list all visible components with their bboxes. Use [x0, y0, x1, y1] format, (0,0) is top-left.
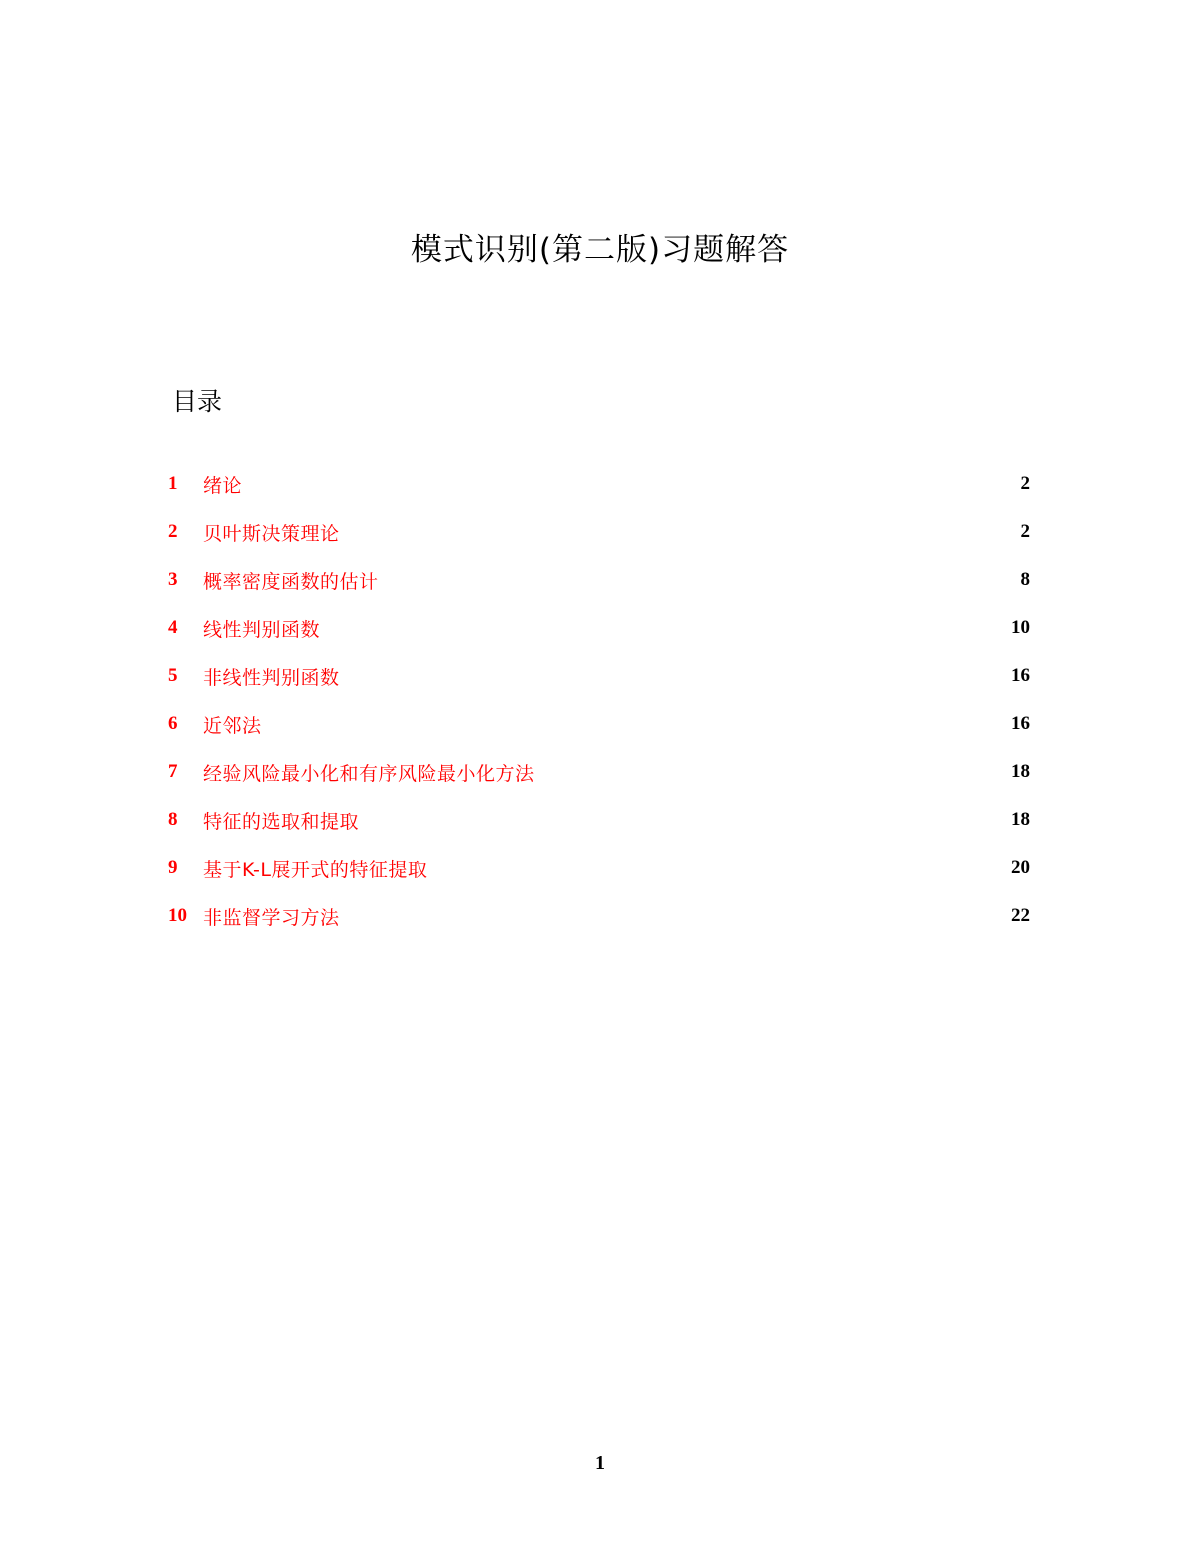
toc-entry-number: 5 [168, 665, 178, 686]
toc-entry-6[interactable] [168, 700, 1030, 748]
toc-entry-page: 18 [1011, 809, 1030, 830]
toc-entry-link[interactable]: 贝叶斯决策理论 [203, 522, 340, 545]
page-number: 1 [595, 1452, 605, 1474]
toc-entry-5[interactable] [168, 652, 1030, 700]
toc-entry-link[interactable]: 近邻法 [203, 714, 262, 737]
toc-entry-8[interactable] [168, 796, 1030, 844]
toc-entry-number: 4 [168, 617, 178, 638]
toc-entry-page: 10 [1011, 617, 1030, 638]
toc-entry-4[interactable] [168, 604, 1030, 652]
toc-entry-2[interactable] [168, 508, 1030, 556]
toc-entry-number: 10 [168, 905, 187, 926]
toc-entry-number: 9 [168, 857, 178, 878]
toc-entry-10[interactable] [168, 892, 1030, 940]
toc-entry-page: 16 [1011, 665, 1030, 686]
toc-entry-number: 7 [168, 761, 178, 782]
toc-entry-link[interactable]: 经验风险最小化和有序风险最小化方法 [203, 762, 535, 785]
toc-entry-link[interactable]: 绪论 [203, 474, 243, 497]
toc-entry-page: 18 [1011, 761, 1030, 782]
toc-entry-page: 2 [1020, 473, 1030, 494]
toc-entry-number: 3 [168, 569, 178, 590]
toc-entry-link[interactable]: 基于K-L展开式的特征提取 [203, 858, 428, 881]
toc-entry-page: 20 [1011, 857, 1030, 878]
toc-entry-link[interactable]: 线性判别函数 [203, 618, 321, 641]
toc-entry-1[interactable] [168, 460, 1030, 508]
toc-entry-number: 1 [168, 473, 178, 494]
toc-entry-link[interactable]: 特征的选取和提取 [203, 810, 360, 833]
toc-entry-page: 2 [1020, 521, 1030, 542]
toc-entry-page: 16 [1011, 713, 1030, 734]
toc-entry-3[interactable] [168, 556, 1030, 604]
toc-entry-7[interactable] [168, 748, 1030, 796]
toc-entry-link[interactable]: 非监督学习方法 [203, 906, 340, 929]
toc-entry-page: 8 [1020, 569, 1030, 590]
toc-entry-link[interactable]: 非线性判别函数 [203, 666, 340, 689]
toc-entry-number: 2 [168, 521, 178, 542]
toc-entry-page: 22 [1011, 905, 1030, 926]
toc-entry-9[interactable] [168, 844, 1030, 892]
toc-entry-link[interactable]: 概率密度函数的估计 [203, 570, 379, 593]
toc-heading: 目录 [172, 387, 223, 416]
toc-entry-number: 8 [168, 809, 178, 830]
table-of-contents [168, 460, 1030, 940]
toc-entry-number: 6 [168, 713, 178, 734]
page-title: 模式识别(第二版)习题解答 [410, 232, 790, 268]
